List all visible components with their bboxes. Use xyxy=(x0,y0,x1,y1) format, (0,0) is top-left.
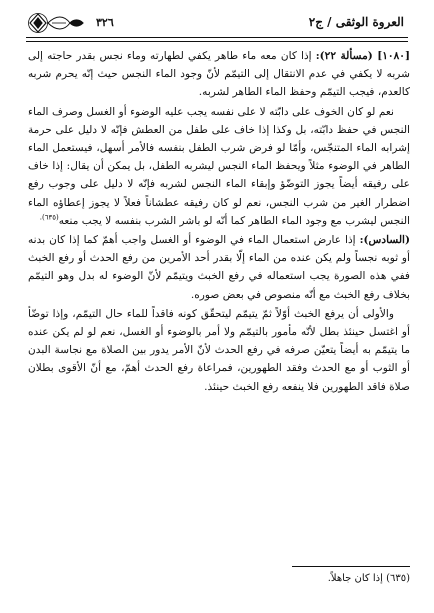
paragraph-lead: (السادس): xyxy=(359,234,410,247)
header-row xyxy=(26,10,408,36)
page-number: ٣٢٦ xyxy=(96,16,114,29)
paragraph-text: إذا عارض استعمال الماء في الوضوء أو الغسل واجب أهمّ كما إذا كان بدنه أو ثوبه نجساً ولم يكن عنده من الماء إلّا بقدر أحد الأمرين من رفع الحدث أو رفع الخبث ففي هذه الصورة يجب استعماله في رفع الخبث ويتيمّم لأنّ الوضوء له بدل وهو التيمّم بخلاف رفع الخبث مع أنّه منصوص في بعض صوره. xyxy=(28,234,410,301)
paragraph-sixth-case xyxy=(28,231,410,304)
paragraph-text: والأولى أن يرفع الخبث أوّلاً ثمّ يتيمّم ليتحقّق كونه فاقداً للماء حال التيمّم، وإذا توضّأ أو اغتسل حينئذ بطل لأنّه مأمور بالتيمّم ولا أمر بالوضوء أو الغسل، نعم لو لم يكن عنده ما يتيمّم به أيضاً يتعيّن صرفه في رفع الحدث لأنّ الأمر يدور بين الصلاة مع نجاسة البدن أو الثوب أو مع الحدث وفقد الطهورين، فمراعاة رفع الحدث أهمّ، مع أنّ الأقوى بطلان صلاة فاقد الطهورين فلا ينفعه رفع الخبث حينئذ. xyxy=(28,307,410,393)
page-body xyxy=(28,47,410,397)
paragraph-animal-thirst xyxy=(28,103,410,230)
header-divider xyxy=(26,37,408,42)
paragraph-issue-1080 xyxy=(28,47,410,102)
floral-ornament-icon xyxy=(26,10,86,36)
page-header xyxy=(26,10,408,42)
paragraph-text: نعم لو كان الخوف على دابّته لا على نفسه يجب عليه الوضوء أو الغسل وصرف الماء النجس في حفظ دابّته، بل وكذا إذا خاف على طفل من العطش فإنّه لا دليل على حرمة إشرابه الماء المتنجّس، وأمّا لو فرض شرب الطفل بنفسه فالأمر أسهل، فيستعمل الماء الطاهر في الوضوء مثلاً ويحفظ الماء النجس ليشربه الطفل، بل يمكن أن يقال: إذا خاف على رفيقه أيضاً يجوز التوضّؤ وإبقاء الماء النجس لشربه فإنّه لا دليل على وجوب رفع اضطرار الغير من شرب النجس، نعم لو كان رفيقه عطشاناً فعلاً لا يجوز إعطاؤه الماء النجس ليشرب مع وجود الماء الطاهر كما أنّه لو باشر الشرب بنفسه لا يجب منعه xyxy=(28,105,410,227)
paragraph-text: إذا كان معه ماء طاهر يكفي لطهارته وماء نجس بقدر حاجته إلى شربه لا يكفي في عدم الانتقال إلى التيمّم لأنّ وجود الماء النجس حيث إنّه يحرم شربه كالعدم، فيجب التيمّم وحفظ الماء الطاهر لشربه. xyxy=(28,50,410,99)
footnote-reference: (٦٣٥). xyxy=(39,213,59,222)
footnote-divider xyxy=(292,566,410,567)
paragraph-lead: [١٠٨٠] (مسألة ٢٢): xyxy=(315,50,410,62)
running-title: العروة الوثقى / ج٢ xyxy=(308,15,404,29)
footnote: (٦٣٥) إذا كان جاهلاً. xyxy=(327,573,410,584)
paragraph-priority xyxy=(28,305,410,396)
